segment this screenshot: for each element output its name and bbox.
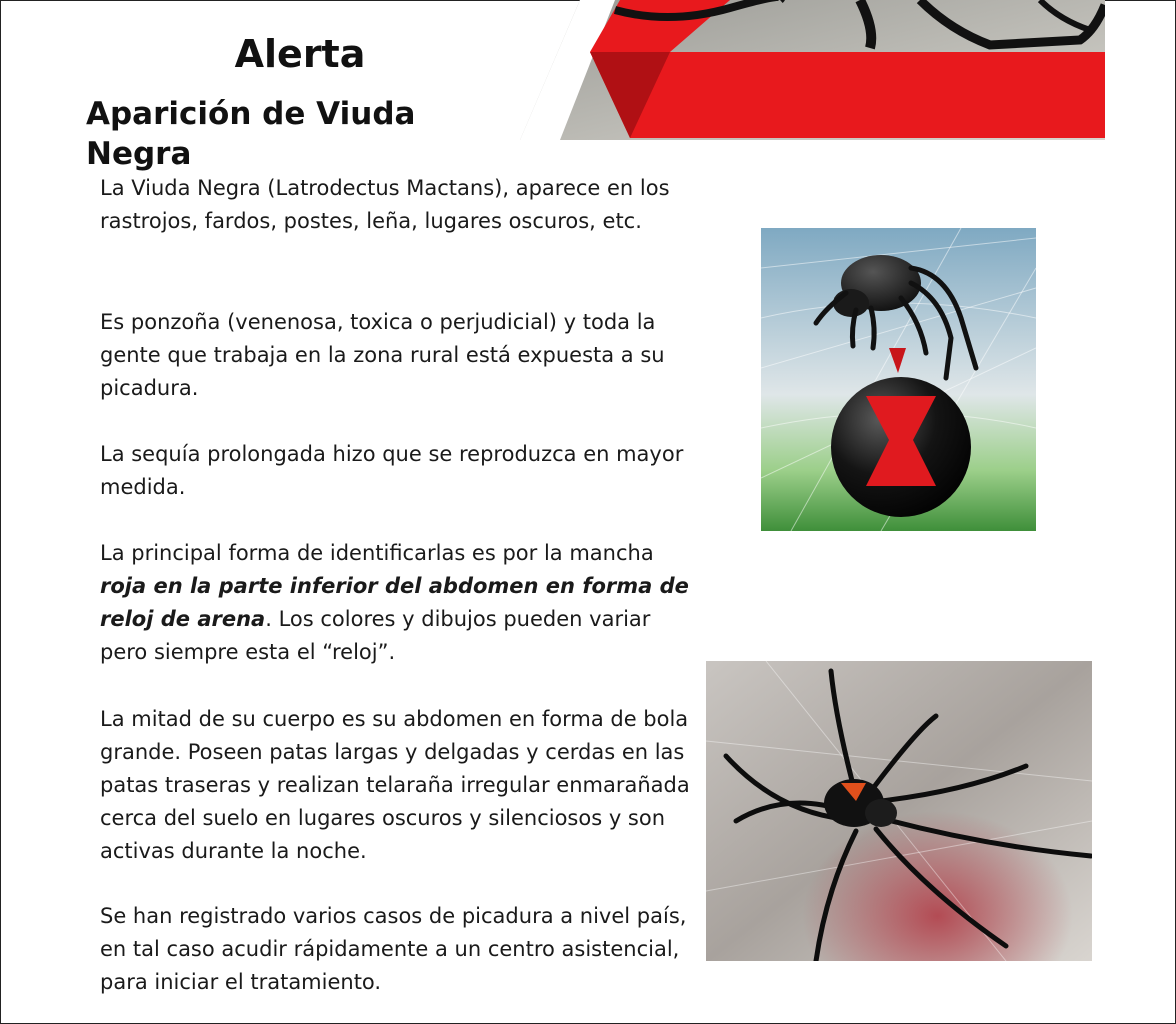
paragraph-identification [100, 537, 700, 669]
identification-emphasis: roja en la parte inferior del abdomen en forma de reloj de arena [100, 574, 689, 631]
identification-text-after: . Los colores y dibujos pueden variar pero siempre esta el “reloj”. [100, 607, 651, 664]
identification-text-before: La principal forma de identificarlas es por la mancha [100, 541, 654, 565]
page-subtitle: Aparición de Viuda Negra [86, 96, 416, 172]
paragraph-habitat: La Viuda Negra (Latrodectus Mactans), aparece en los rastrojos, fardos, postes, leña, lugares oscuros, etc. [100, 176, 670, 233]
paragraph-drought: La sequía prolongada hizo que se reproduzca en mayor medida. [100, 442, 684, 499]
paragraph-venom: Es ponzoña (venenosa, toxica o perjudicial) y toda la gente que trabaja en la zona rural está expuesta a su picadura. [100, 310, 665, 400]
page-title: Alerta [234, 32, 366, 76]
paragraph-anatomy: La mitad de su cuerpo es su abdomen en forma de bola grande. Poseen patas largas y delgadas y cerdas en las patas traseras y realizan telaraña irregular enmarañada cerca del suelo en lugares oscuros y silenciosos y son activas durante la noche. [100, 707, 690, 863]
paragraph-treatment: Se han registrado varios casos de picadura a nivel país, en tal caso acudir rápidamente a un centro asistencial, para iniciar el tratamiento. [100, 904, 687, 994]
spider-hourglass-illustration [761, 228, 1036, 531]
black-widow-photo [706, 661, 1092, 961]
header-banner-image [520, 0, 1105, 140]
